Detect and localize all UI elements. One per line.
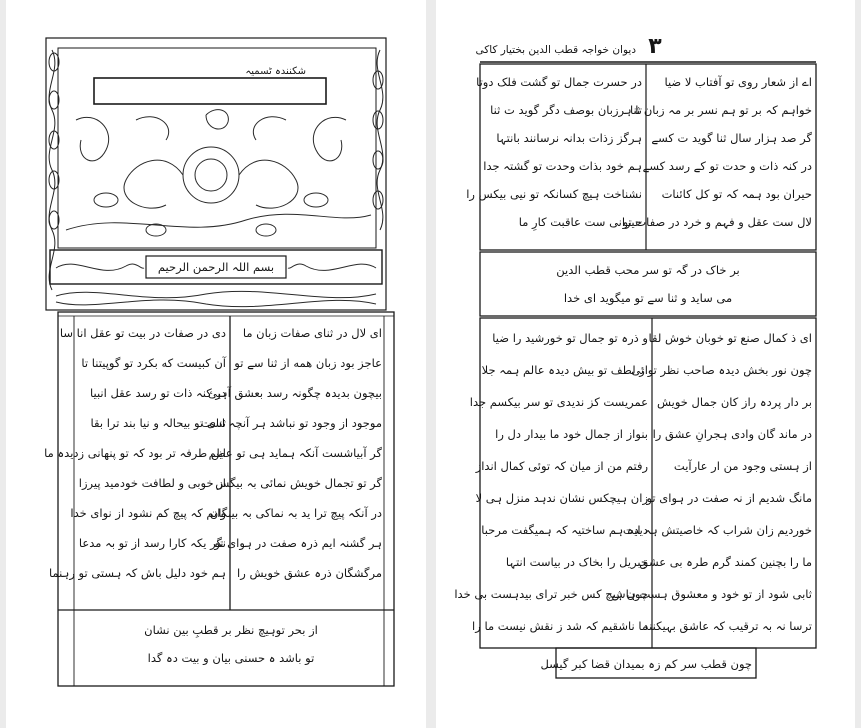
verse-line: از بحر توہیچ نظر بر قطبِ بین نشان xyxy=(144,623,318,637)
verse-line: ما ناشقیم کہ شد ز نقش نیست ما را xyxy=(472,619,648,633)
verse-line: بنواز از جمال خود ما بیدار دل را xyxy=(495,427,648,441)
verse-line: ہم خود دلیل باش کہ ہستی تو رہنما xyxy=(48,566,226,580)
verse-line: اے از شعار روی تو آفتاب لا ضیا xyxy=(664,75,812,89)
verse-line: ہرگز زذات بدانہ نرسانند بانتہا xyxy=(496,131,642,145)
verse-line: در آنکہ پیچ ترا ید بہ نماکی بہ بینگان xyxy=(209,506,382,520)
verse-line: آن کبیست که بکرد تو گوپیتنا تا xyxy=(81,356,226,370)
verse-line: جبریل را بخاک در بیاست انتہا xyxy=(505,555,648,569)
verse-line: عمریست کز ندیدی تو سر بیکسم جدا xyxy=(469,395,648,409)
verse-line: ہم خود بذات وحدت تو گشتہ جدا xyxy=(483,159,642,173)
verse-line: ای لال در ثنای صفات زبان ما xyxy=(242,326,382,340)
left-bottom-box xyxy=(116,616,346,672)
verse-line: نگر یکہ کارا رسد از تو بہ مدعا xyxy=(78,536,226,550)
verse-line: ترسا نہ بہ ترقیب کہ عاشق بہیکنند xyxy=(643,619,812,633)
verse-line: رفتم من از میان کہ توئی کمال انداز xyxy=(475,459,648,473)
verse-line: در حسرت جمال تو گشت فلک دوتا xyxy=(476,75,642,89)
verse-line: زان ہیچکس نشان ندہد منزل ہی لا xyxy=(475,491,648,505)
verse-line: چون ہیچ کس خبر ترای بیدہست بی خدا xyxy=(454,587,648,601)
verse-line: وانم کہ پیچ کم نشود از نوای خدا xyxy=(70,506,226,520)
left-page-right-column xyxy=(200,318,382,588)
left-header-text: شکنندہ ٹسمیہ xyxy=(245,66,306,77)
verse-line: مانگ شدیم از نہ صفت در ہوای تو xyxy=(646,491,812,505)
right-page-bottom-left-column xyxy=(454,322,648,642)
bismillah: بسم اللہ الرحمن الرحیم xyxy=(157,260,275,274)
verse-line: دیدہ ہم ساختیہ کہ ہمیگفت مرحبا xyxy=(481,523,648,537)
verse-line: از ہستی وجود من ار عارآیت xyxy=(673,459,812,473)
verse-line: بیچون بدیدہ چگونہ رسد بعشق آہیئ xyxy=(207,386,382,400)
verse-line: گر تو تجمال خویش نمائی بہ بیگس xyxy=(215,476,382,490)
verse-line: ایں طرفہ تر بود کہ تو پنهانی زدیدہ ما xyxy=(44,446,226,460)
verse-line: موجود از وجود تو نباشد ہر آنچہ است xyxy=(200,416,382,430)
verse-line: گر صد ہزار سال ثنا گوید ت کسے xyxy=(651,131,812,145)
verse-line: ما را بچنین کمند گرم طرہ بی عشق xyxy=(639,555,812,569)
right-page-top-left-column xyxy=(466,68,642,236)
right-page-top-right-column xyxy=(622,68,812,236)
verse-line: چون نور بخش دیدہ صاحب نظر تو ئی xyxy=(631,363,812,377)
verse-line: ثابی شود از تو خود و معشوق ہست ہاش xyxy=(611,587,812,601)
verse-line: خواہم کہ بر تو ہم نسر بر مہ زبان ثنا xyxy=(630,103,812,117)
right-page-bottom-right-column xyxy=(611,322,812,642)
left-page-left-column xyxy=(44,318,226,588)
left-page xyxy=(6,0,426,728)
verse-line: ای ذ کمال صنع تو خوبان خوش لقا xyxy=(648,331,812,345)
verse-line: و ذرہ تو جمال تو خورشید را ضیا xyxy=(492,331,648,345)
verse-line: تا ہرزبان بوصف دگر گوید ت ثنا xyxy=(490,103,642,117)
verse-line: می ساید و ثنا سے تو میگوید ای خدا xyxy=(563,291,733,305)
verse-line: در ماند گان وادی ہجرانِ عشق را xyxy=(652,427,812,441)
verse-line: حیرانی ست عاقبت کارِ ما xyxy=(518,215,642,229)
right-page xyxy=(436,0,855,728)
verse-line: تو باشد ہ حسنی بیان و بیت دہ گدا xyxy=(147,651,315,665)
verse-line: حیران بود ہمہ کہ تو کل کائنات xyxy=(661,187,812,201)
verse-line: در کنہ ذات و حدت تو کے رسد کسے xyxy=(642,159,812,173)
verse-line: نشناخت ہیچ کسانکہ تو نیی بیکس را xyxy=(466,187,642,201)
verse-line: از خوبی و لطافت خودمید پیرزا xyxy=(78,476,226,490)
verse-line: بر دار پردہ راز کان جمال خویش xyxy=(656,395,812,409)
verse-line: ہر گشنہ ایم ذرہ صفت در ہوای تو xyxy=(214,536,382,550)
running-head: دیوان خواجہ قطب الدین بختیار کاکی xyxy=(475,44,636,56)
verse-line: عاجز بود زبان همه از ثنا سے تو xyxy=(234,356,382,370)
verse-line: از لطف تو بیش دیدہ عالم ہمہ جلا xyxy=(481,363,648,377)
verse-line: لال ست عقل و فہم و خرد در صفات تو xyxy=(622,215,812,229)
verse-line: گر آبیاشست آنکہ ہماید ہی تو عظم xyxy=(208,446,382,460)
right-page-footer: چون قطب سر کم زہ بمیدان قضا کبر گیسل xyxy=(540,657,752,671)
verse-line: خوردیم زان شراب کہ خاصیتش ہہ ایت xyxy=(622,523,812,537)
verse-line: مرگشگان ذرہ عشق خویش را xyxy=(237,566,382,580)
right-page-middle-box xyxy=(536,256,760,312)
verse-line: ثنای تو بیحالہ و نیا بند ترا بقا xyxy=(90,416,226,430)
verse-line: بر خاک در گہ تو سر محب قطب الدین xyxy=(556,263,740,277)
page-number: ۳ xyxy=(648,34,662,59)
verse-line: در کنہ ذات تو رسد عقل انبیا xyxy=(89,386,226,400)
verse-line: دی در صفات در بیت تو عقل انا سا xyxy=(59,326,226,340)
